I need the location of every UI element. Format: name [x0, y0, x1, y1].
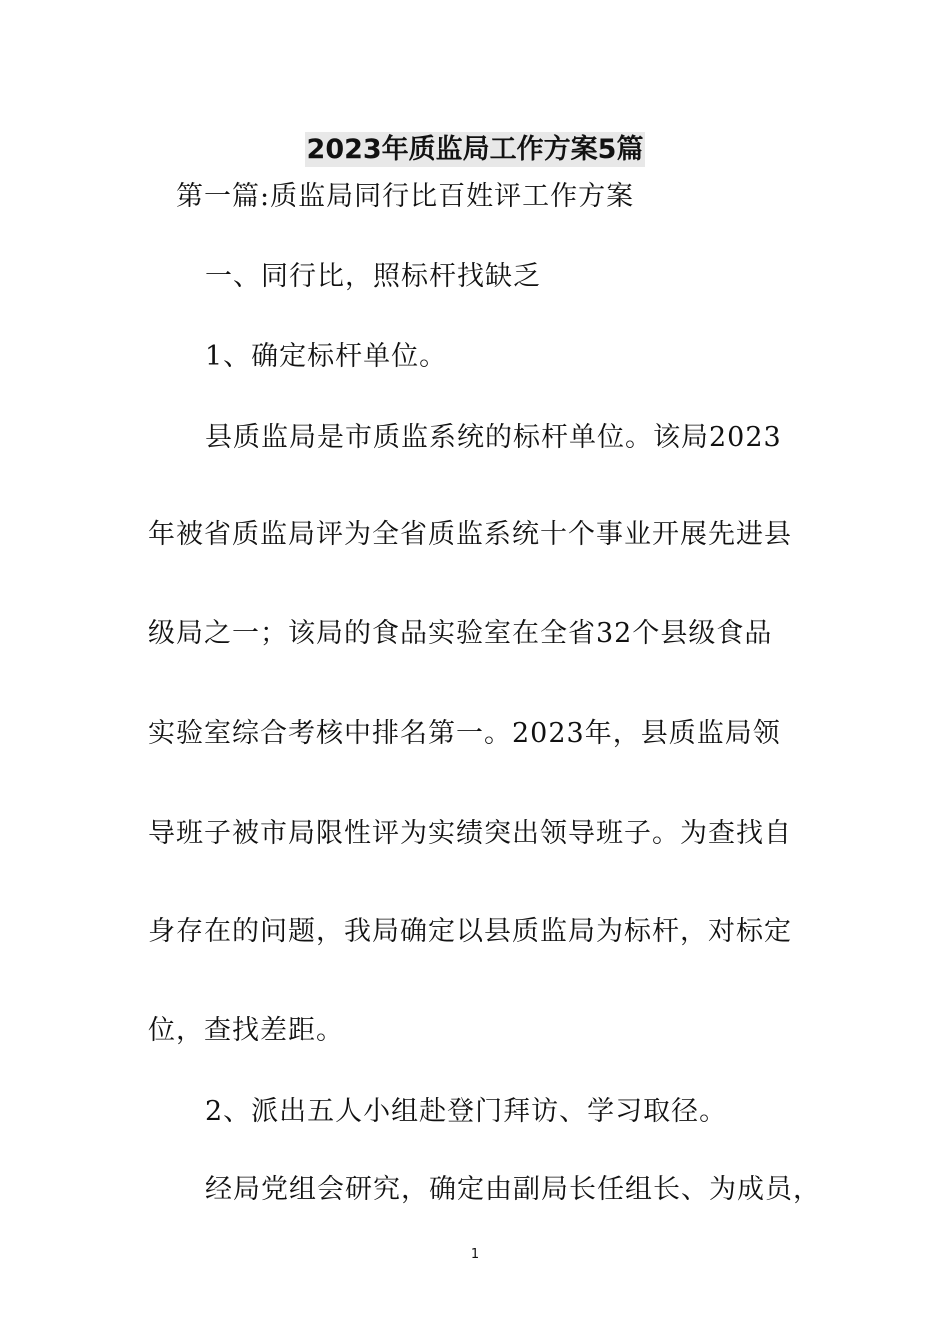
paragraph-line: 身存在的问题，我局确定以县质监局为标杆，对标定	[148, 916, 792, 947]
paragraph-line: 级局之一；该局的食品实验室在全省32个县级食品	[148, 618, 773, 649]
item-heading: 2、派出五人小组赴登门拜访、学习取径。	[205, 1096, 728, 1127]
paragraph-line: 年被省质监局评为全省质监系统十个事业开展先进县	[148, 519, 792, 550]
paragraph-line: 经局党组会研究，确定由副局长任组长、为成员，	[205, 1174, 821, 1205]
item-heading: 1、确定标杆单位。	[205, 341, 448, 372]
paragraph-line: 实验室综合考核中排名第一。2023年，县质监局领	[148, 718, 781, 749]
paragraph-line: 位，查找差距。	[148, 1015, 344, 1046]
paragraph-line: 导班子被市局限性评为实绩突出领导班子。为查找自	[148, 818, 792, 849]
page-number: 1	[470, 1247, 480, 1262]
subsection-heading: 一、同行比，照标杆找缺乏	[205, 261, 541, 292]
document-title	[0, 130, 950, 170]
document-title-text: 2023年质监局工作方案5篇	[306, 134, 644, 165]
paragraph-line: 县质监局是市质监系统的标杆单位。该局2023	[205, 422, 782, 453]
section-heading: 第一篇:质监局同行比百姓评工作方案	[176, 181, 635, 212]
